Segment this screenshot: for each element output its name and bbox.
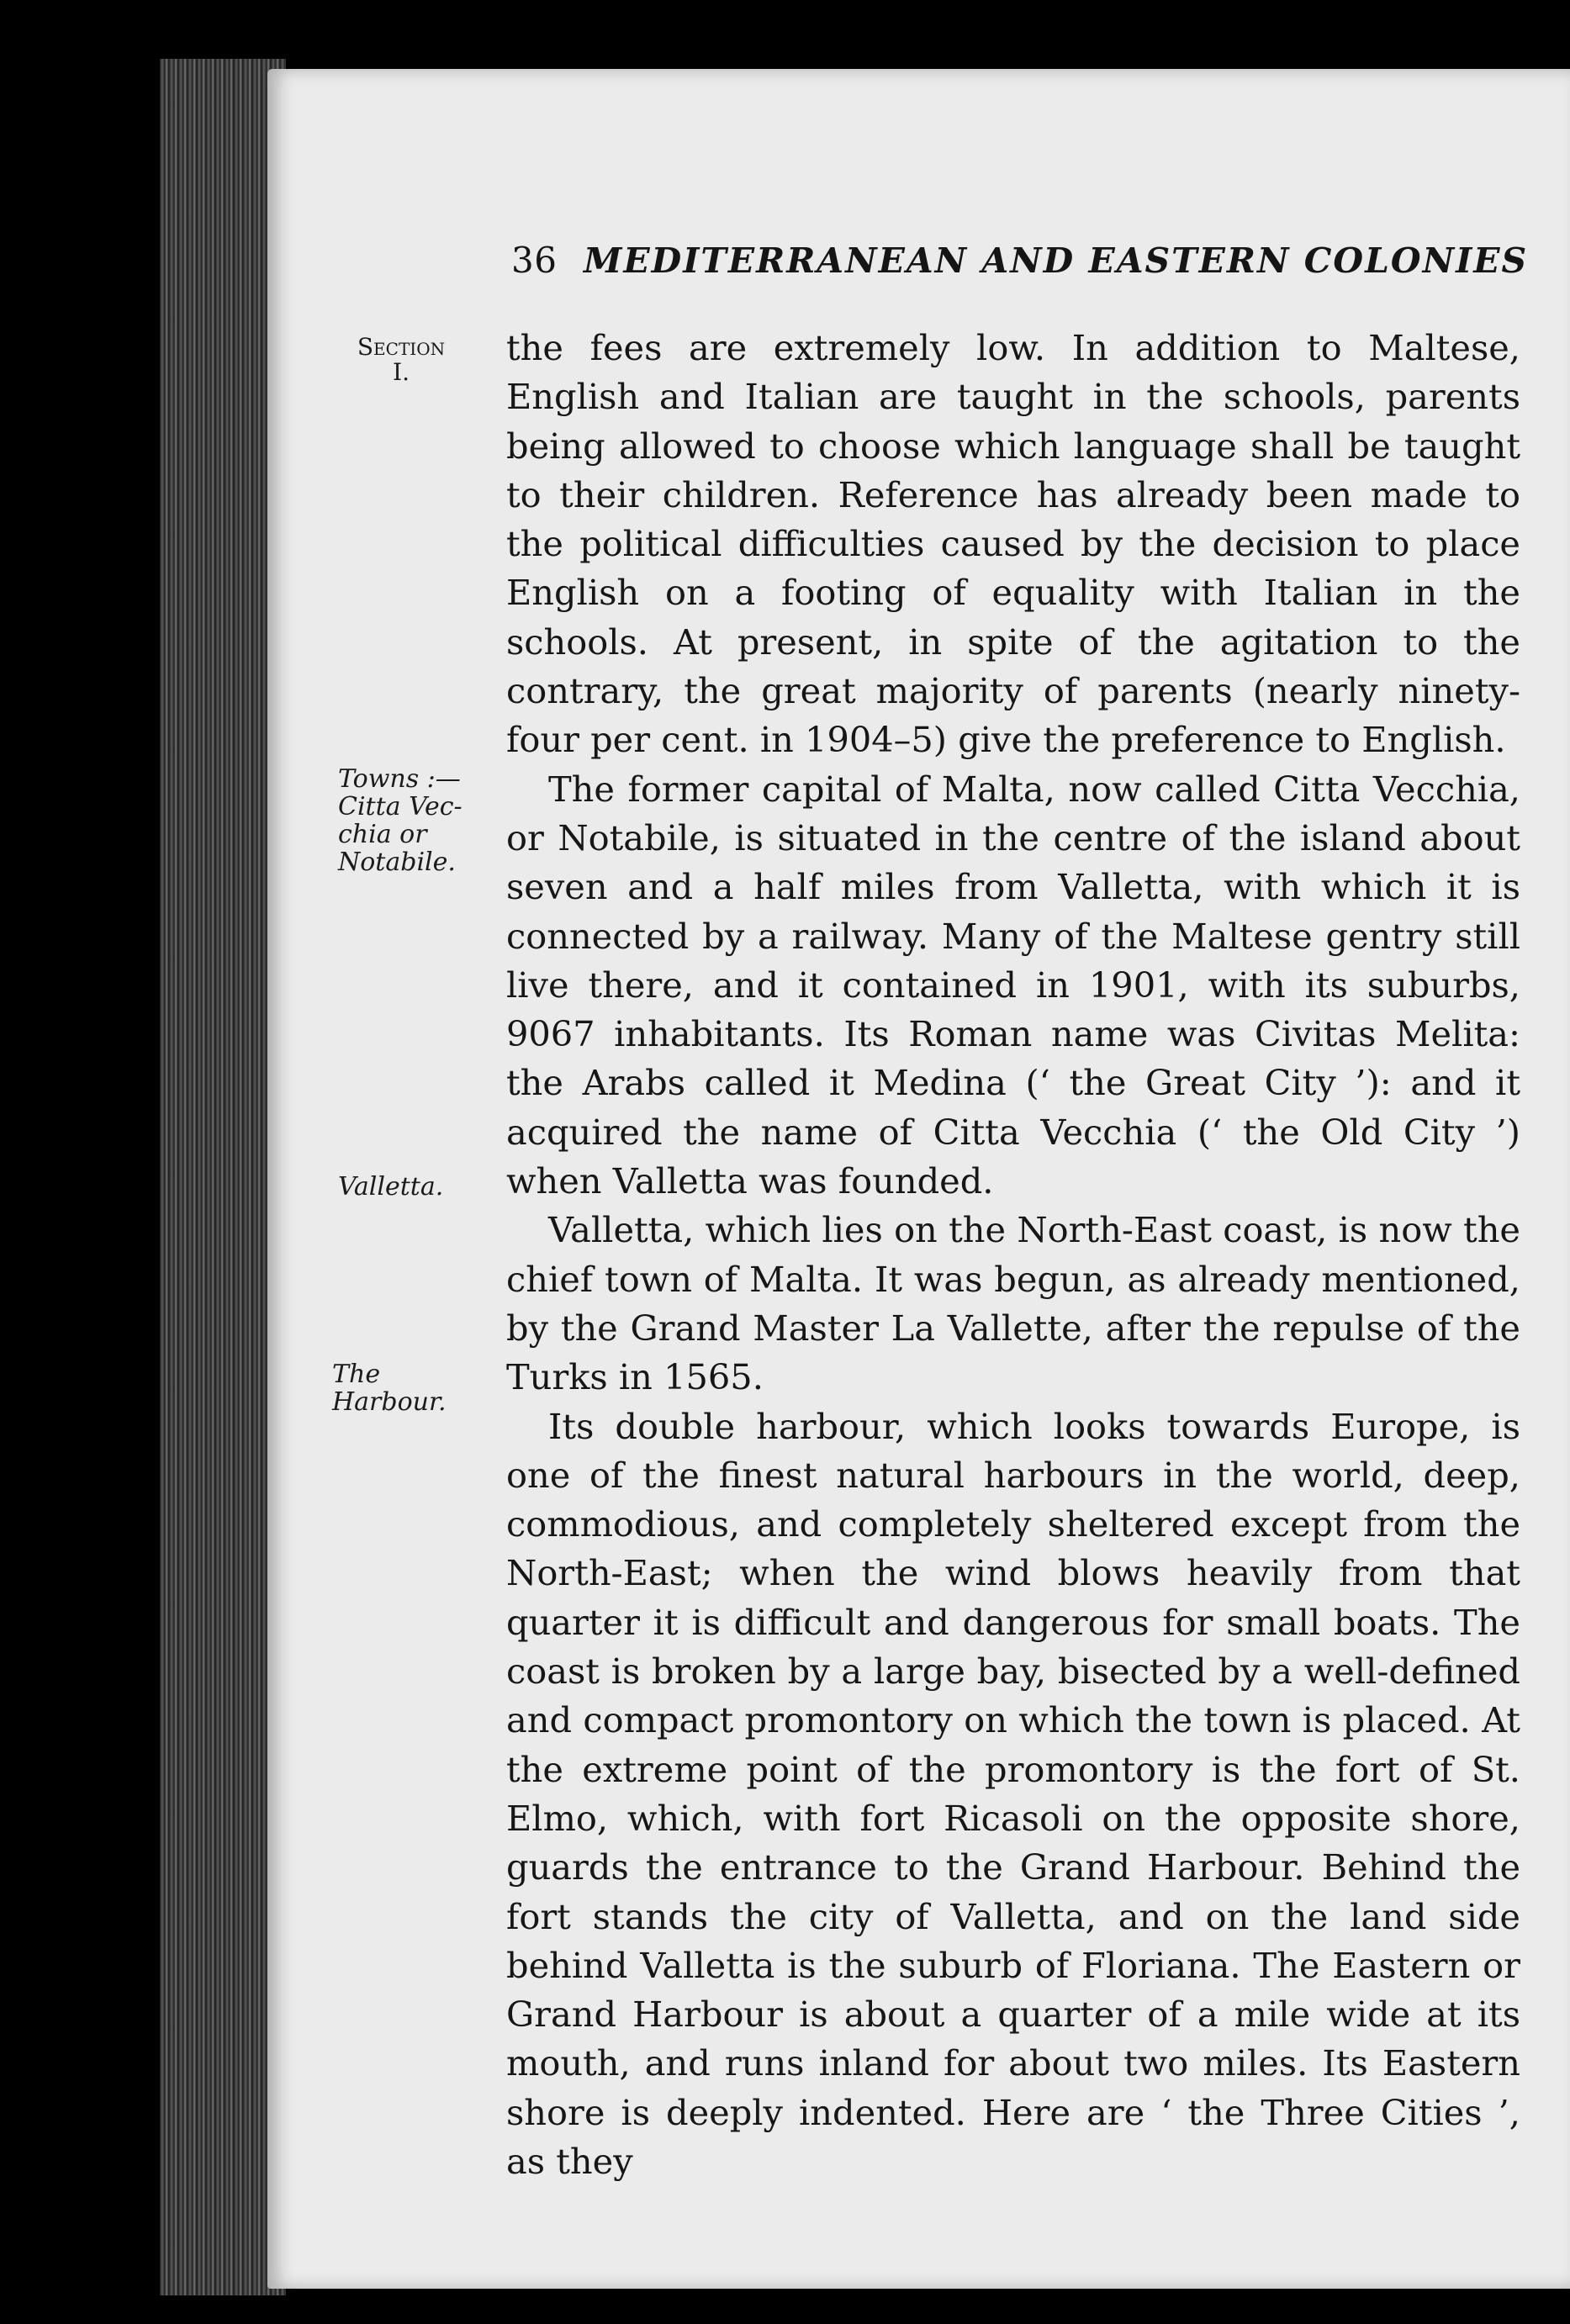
margin-note-section: Section I. [357,333,446,386]
running-title: MEDITERRANEAN AND EASTERN COLONIES [584,240,1529,281]
margin-note-towns: Towns :— Citta Vec- chia or Notabile. [338,764,463,877]
page-number: 36 [511,240,558,281]
body-text [506,324,1520,2186]
running-head [511,240,1529,281]
paragraph-harbour: Its double harbour, which looks towards Europe, is one of the finest natural harbours in the world, deep, commodious, and completely sheltered except from the North-East; when the wind blows heavily from that quarter it is difficult and dangerous for small boats. The coast is broken by a large bay, bisected by a well-defined and compact promontory on which the town is placed. At the extreme point of the promontory is the fort of St. Elmo, which, with fort Ricasoli on the opposite shore, guards the entrance to the Grand Harbour. Behind the fort stands the city of Valletta, and on the land side behind Valletta is the suburb of Floriana. The Eastern or Grand Harbour is about a quarter of a mile wide at its mouth, and runs inland for about two miles. Its Eastern shore is deeply indented. Here are ‘ the Three Cities ’, as they [506,1405,1520,2182]
margin-note-harbour: The Harbour. [332,1360,447,1417]
paragraph-fees: the fees are extremely low. In addition to Maltese, English and Italian are taught in the schools, parents being allowed to choose which language shall be taught to their children. Reference has already been made to the political difficulties caused by the decision to place English on a footing of equality with Italian in the schools. At present, in spite of the agitation to the contrary, the great majority of parents (nearly ninety-four per cent. in 1904–5) give the preference to English. [506,327,1520,761]
margin-note-valletta: Valletta. [338,1172,444,1202]
paragraph-valletta: Valletta, which lies on the North-East coast, is now the chief town of Malta. It was begun, as already mentioned, by the Grand Master La Vallette, after the repulse of the Turks in 1565. [506,1209,1520,1398]
paragraph-citta-vecchia: The former capital of Malta, now called Citta Vecchia, or Notabile, is situated in the centre of the island about seven and a half miles from Valletta, with which it is connected by a railway. Many of the Maltese gentry still live there, and it contained in 1901, with its suburbs, 9067 inhabitants. Its Roman name was Civitas Melita: the Arabs called it Medina (‘ the Great City ’): and it acquired the name of Citta Vecchia (‘ the Old City ’) when Valletta was founded. [506,768,1520,1202]
